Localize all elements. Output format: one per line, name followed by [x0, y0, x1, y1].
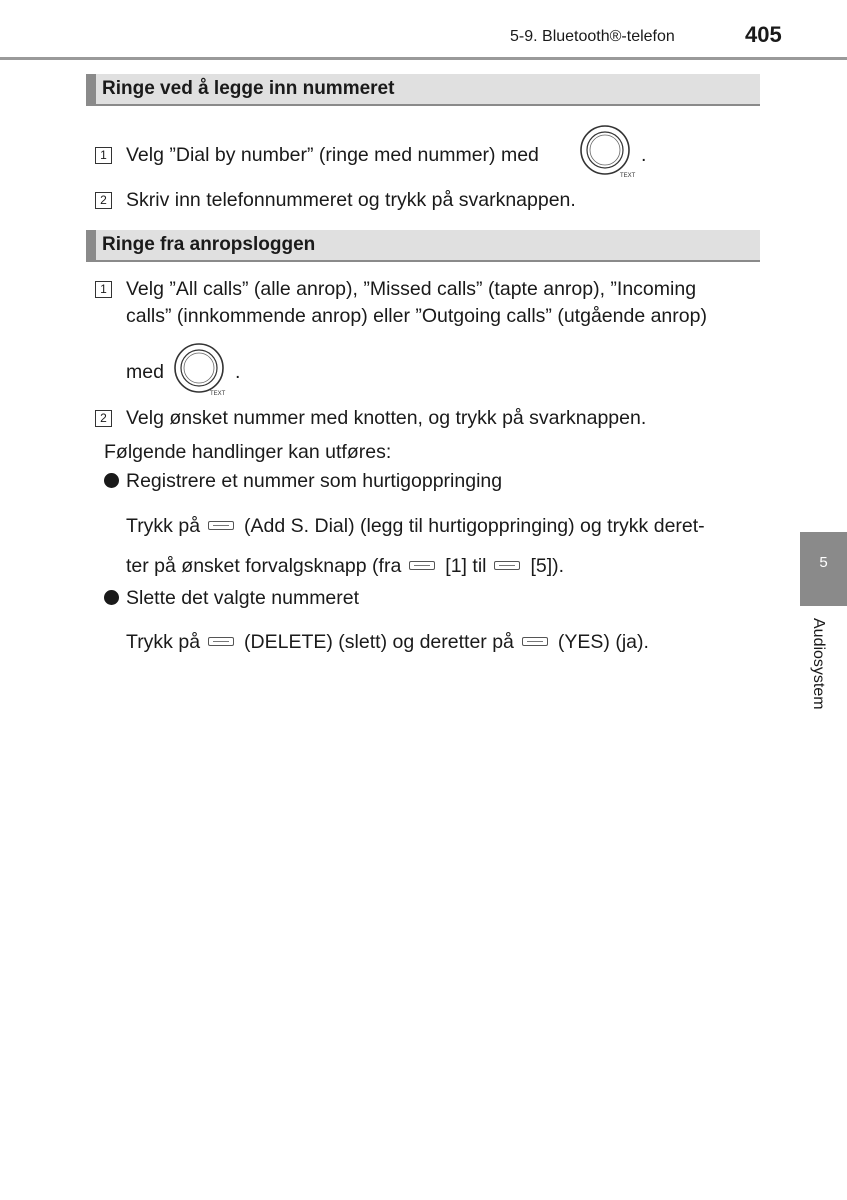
step-text-1-suffix: .: [641, 144, 647, 166]
chapter-label: Audiosystem: [810, 618, 827, 710]
bullet-instruction-line-2: [126, 554, 564, 578]
instruction-text: [5]).: [530, 555, 565, 577]
instruction-text: (YES) (ja).: [557, 631, 649, 653]
instruction-text: [1] til: [445, 555, 487, 577]
instruction-text: Trykk på: [126, 631, 201, 653]
instruction-text: (DELETE) (slett) og deretter på: [244, 631, 514, 653]
screen-button-icon: [208, 637, 234, 646]
chapter-tab: 5: [800, 532, 847, 606]
step-text-line-2: calls” (innkommende anrop) eller ”Outgoing calls” (utgående anrop): [126, 305, 707, 327]
instruction-text: ter på ønsket forvalgsknapp (fra: [126, 555, 402, 577]
knob-label: TEXT: [210, 391, 226, 397]
section-heading-call-log: Ringe fra anropsloggen: [86, 230, 760, 262]
bullet-icon: [104, 590, 119, 605]
header-divider: [0, 57, 847, 60]
screen-button-icon: [409, 561, 435, 570]
instruction-text: Trykk på: [126, 515, 201, 537]
step-text-line-3: med: [126, 361, 164, 383]
step-text-1: Velg ”Dial by number” (ringe med nummer) med: [126, 144, 539, 166]
step-text-2: Skriv inn telefonnummeret og trykk på svarknappen.: [126, 189, 576, 211]
screen-button-icon: [494, 561, 520, 570]
section-heading-dial-number: Ringe ved å legge inn nummeret: [86, 74, 760, 106]
screen-button-icon: [208, 521, 234, 530]
step-number-1: 1: [95, 147, 112, 164]
running-header-section: 5-9. Bluetooth®-telefon: [510, 28, 675, 45]
step-number-1: 1: [95, 281, 112, 298]
following-actions-intro: Følgende handlinger kan utføres:: [104, 441, 392, 463]
step-text-line-3-suffix: .: [235, 361, 241, 383]
bullet-title: Registrere et nummer som hurtigoppringing: [126, 470, 503, 492]
bullet-instruction-line-1: [126, 514, 705, 538]
page-number: 405: [745, 22, 782, 47]
screen-button-icon: [522, 637, 548, 646]
bullet-instruction-line-1: [126, 630, 649, 654]
bullet-title: Slette det valgte nummeret: [126, 587, 360, 609]
bullet-icon: [104, 473, 119, 488]
tune-knob-icon: [173, 342, 227, 396]
step-number-2: 2: [95, 410, 112, 427]
knob-label: TEXT: [620, 173, 636, 179]
step-text-line-1: Velg ”All calls” (alle anrop), ”Missed calls” (tapte anrop), ”Incoming: [126, 278, 697, 300]
step-text: Velg ønsket nummer med knotten, og trykk på svarknappen.: [126, 407, 647, 429]
instruction-text: (Add S. Dial) (legg til hurtigoppringing) og trykk deret-: [244, 515, 705, 537]
tune-knob-icon: [579, 124, 636, 179]
step-number-2: 2: [95, 192, 112, 209]
